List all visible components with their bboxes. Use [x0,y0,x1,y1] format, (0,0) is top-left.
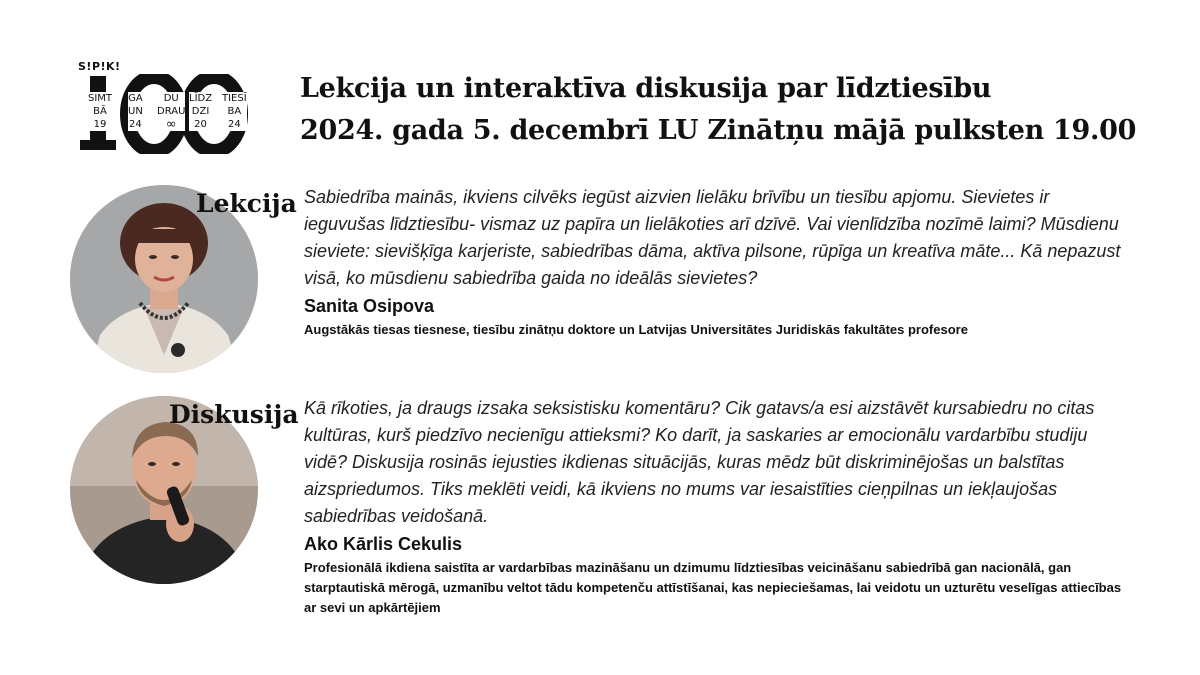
headline-date: 2024. gada 5. decembrī LU Zinātņu mājā pulksten 19.00 [300,115,1137,146]
lecture-speaker-name: Sanita Osipova [304,296,435,316]
logo-col-3: DU DRAU ∞ [157,93,186,132]
spk-100-logo [76,60,248,156]
discussion-label: Diskusija [169,400,299,429]
logo-brand: S!P!K! [78,60,121,73]
logo-col-5: TIESĪ BA 24 [222,93,247,130]
logo-col-1: SIMT BĀ 19 [88,93,113,130]
headline-title: Lekcija un interaktīva diskusija par līdztiesību [300,73,992,104]
discussion-description: Kā rīkoties, ja draugs izsaka seksistisku komentāru? Cik gatavs/a esi aizstāvēt kursabiedru no citas kultūras, kurš piedzīvo necienīgu attieksmi? Ko darīt, ja saskaries ar emocionālu vardarbību studiju vidē? Diskusija rosinās iejusties ikdienas situācijās, kuras mēdz būt diskriminējošas un balstītas aizspriedumos. Tiks meklēti veidi, kā ikviens no mums var iesaistīties cieņpilnas un iekļaujošas sabiedrības veidošanā. [304,398,1095,526]
lecture-description: Sabiedrība mainās, ikviens cilvēks iegūst aizvien lielāku brīvību un tiesību apjomu. Sievietes ir ieguvušas līdztiesību- vismaz uz papīra un lielākoties arī dzīvē. Vai vienlīdzība nozīmē laimi? Mūsdienu sieviete: sievišķīga karjeriste, sabiedrības dāma, aktīva pilsone, rūpīga un kreatīva māte... Kā nepazust visā, ko mūsdienu sabiedrība gaida no ideālās sievietes? [304,187,1121,288]
discussion-speaker-name: Ako Kārlis Cekulis [304,534,463,554]
discussion-speaker-bio: Profesionālā ikdiena saistīta ar vardarbības mazināšanu un dzimumu līdztiesības veicināšanu sabiedrībā gan nacionālā, gan starptautiskā mērogā, uzmanību veltot tādu kompetenču attīstīšanai, kas nepieciešamas, lai veidotu un uzturētu veselīgas attiecības ar sevi un apkārtējiem [304,560,1122,615]
lecture-label: Lekcija [196,189,297,218]
event-headline [300,68,1136,152]
logo-col-4: LĪDZ DZI 20 [189,93,213,130]
lecture-speaker-bio: Augstākās tiesas tiesnese, tiesību zinātņu doktore un Latvijas Universitātes Juridiskās fakultātes profesore [304,322,968,337]
logo-col-2: GA UN 24 [128,93,143,130]
